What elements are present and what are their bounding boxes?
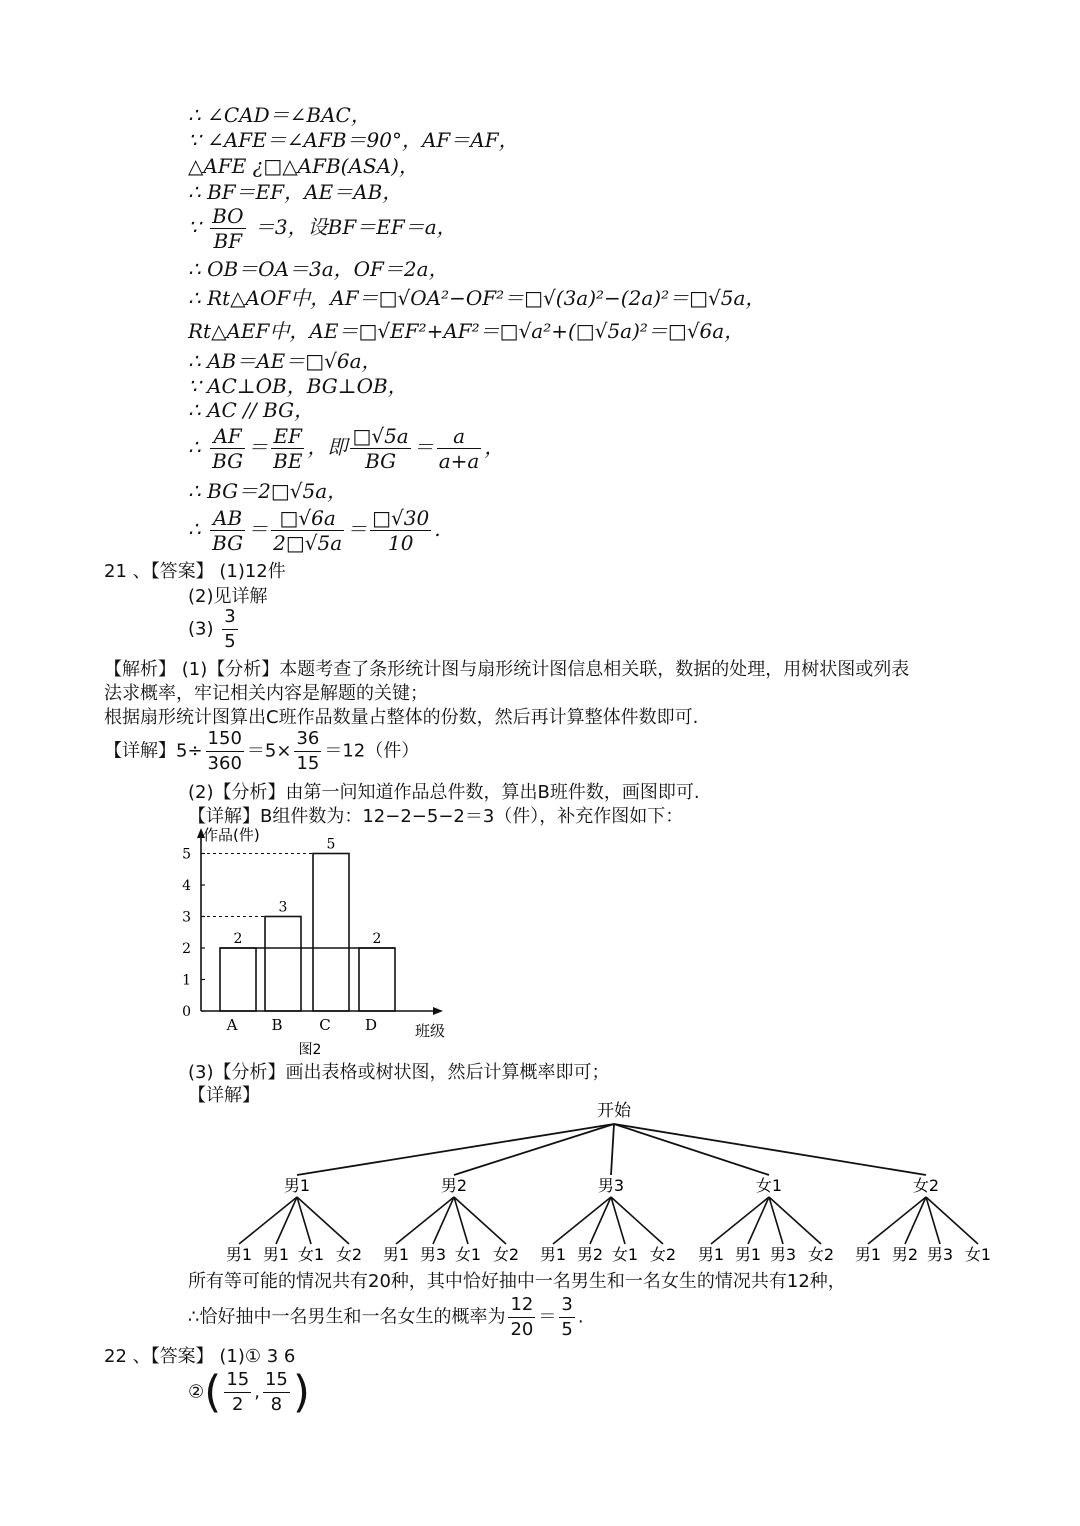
bar-value-label: 2 (372, 931, 382, 947)
tree-leaf: 男1 (382, 1245, 410, 1264)
frac-den: 5 (224, 631, 236, 652)
proof-line-9: ∴ AB＝AE＝□√6a， (188, 349, 382, 373)
bar-A (220, 948, 256, 1011)
fraction-a-2a (437, 424, 482, 473)
tree-branch (905, 1197, 926, 1244)
x-axis-label: 班级 (415, 1022, 446, 1040)
q21-answer-3 (188, 605, 241, 654)
tree-node-level1: 男3 (597, 1176, 625, 1195)
tree-leaf: 男1 (262, 1245, 290, 1264)
proof-line-7: ∴ Rt△AOF中，AF＝□√OA²−OF²＝□√(3a)²−(2a)²＝□√5a， (188, 286, 766, 310)
tree-leaf: 男3 (419, 1245, 447, 1264)
frac-den: 2□√5a (273, 531, 343, 555)
frac-num: AF (210, 424, 245, 449)
y-tick-label: 3 (182, 909, 191, 926)
frac-num: 15 (263, 1368, 290, 1393)
frac-num: 3 (222, 605, 237, 630)
x-tick-label: C (319, 1016, 331, 1034)
proof-line-1: ∴ ∠CAD＝∠BAC， (188, 103, 371, 127)
right-paren: ) (292, 1366, 311, 1418)
y-tick-label: 0 (182, 1004, 191, 1020)
q21-part2-detail: 【详解】B组件数为：12−2−5−2＝3（件），补充作图如下： (188, 806, 684, 827)
proof-line-10: ∵ AC⊥OB，BG⊥OB， (188, 374, 408, 398)
proof-line-4: ∴ BF＝EF，AE＝AB， (188, 180, 403, 204)
q21-part3-detail: 【详解】 (188, 1085, 260, 1106)
frac-num: □√30 (372, 506, 430, 530)
y-axis-label: 作品(件) (203, 826, 260, 844)
tree-leaf: 男2 (891, 1245, 919, 1264)
equals: ＝ (248, 517, 269, 541)
tree-node-level1: 女2 (912, 1176, 940, 1195)
tree-leaf: 男1 (734, 1245, 762, 1264)
proof-text: ， (484, 435, 505, 459)
tree-leaf: 女2 (492, 1245, 520, 1264)
fraction-15-2 (224, 1368, 251, 1417)
x-tick-label: A (226, 1016, 238, 1034)
fraction-root5a-bg (350, 424, 410, 473)
proof-text: . (434, 517, 441, 541)
q21-answer-2: (2)见详解 (188, 586, 268, 607)
proof-line-11: ∴ AC // BG， (188, 398, 315, 422)
frac-num: □√5a (352, 424, 409, 448)
q21-result-line-2 (188, 1293, 584, 1342)
figure-caption: 图2 (298, 1042, 322, 1058)
bar-C (313, 854, 349, 1012)
tree-leaf: 男3 (926, 1245, 954, 1264)
x-axis-arrow (433, 1007, 443, 1015)
bar-value-label: 3 (278, 899, 288, 916)
tree-node-level1: 男1 (283, 1176, 311, 1195)
q21-analysis-line-3: 根据扇形统计图算出C班作品数量占整体的份数，然后再计算整体件数即可. (104, 707, 699, 728)
fraction-12-20 (508, 1293, 535, 1342)
frac-den: BG (365, 449, 397, 473)
bar-value-label: 2 (233, 931, 243, 947)
therefore-symbol: ∴ (188, 517, 201, 541)
tree-leaf: 女2 (807, 1245, 835, 1264)
bar-D (359, 948, 395, 1011)
fraction-ab-bg (210, 506, 245, 555)
fraction-15-8 (263, 1368, 290, 1417)
tree-branch (590, 1197, 611, 1244)
frac-den: BE (273, 449, 303, 473)
tree-leaf: 女1 (454, 1245, 482, 1264)
tree-branch (553, 1197, 611, 1244)
proof-line-13: ∴ BG＝2□√5a， (188, 479, 348, 503)
tree-branch (711, 1197, 769, 1244)
tree-branch (297, 1124, 614, 1175)
circled-2: ② (188, 1381, 205, 1403)
proof-text: ，即 (307, 435, 348, 459)
equals: ＝ (413, 435, 434, 459)
fraction-150-360 (206, 727, 244, 776)
proof-line-14 (188, 506, 441, 555)
tree-leaf: 男1 (539, 1245, 567, 1264)
frac-num: BO (212, 204, 244, 228)
tree-leaf: 男1 (225, 1245, 253, 1264)
frac-den: BF (213, 229, 243, 253)
tree-leaf: 女2 (335, 1245, 363, 1264)
equals: ＝ (248, 435, 269, 459)
proof-line-6: ∴ OB＝OA＝3a，OF＝2a， (188, 257, 449, 281)
bar-value-label: 5 (326, 836, 336, 853)
fraction-36-15 (294, 727, 321, 776)
proof-line-2: ∵ ∠AFE＝∠AFB＝90°，AF＝AF， (188, 128, 519, 152)
frac-num: 36 (294, 727, 321, 752)
q21-part3-analysis: (3)【分析】画出表格或树状图，然后计算概率即可； (188, 1062, 610, 1083)
q21-detail-calc (104, 727, 419, 776)
calc-text: ＝12（件） (324, 740, 420, 762)
tree-leaf: 男3 (769, 1245, 797, 1264)
fraction-root30-10 (370, 506, 431, 555)
frac-den: 8 (270, 1394, 283, 1415)
proof-line-5 (188, 204, 457, 253)
q21-part2-analysis: (2)【分析】由第一问知道作品总件数，算出B班件数，画图即可. (188, 782, 700, 803)
therefore-symbol: ∵ (188, 215, 201, 239)
q22-answer-2 (188, 1368, 310, 1417)
frac-den: 2 (232, 1394, 244, 1415)
tree-branch (396, 1197, 454, 1244)
y-tick-label: 2 (182, 941, 191, 957)
frac-num: a (437, 424, 482, 449)
frac-den: 10 (387, 531, 414, 555)
tree-leaf: 男1 (697, 1245, 725, 1264)
proof-text: ＝3，设BF＝EF＝a， (254, 215, 457, 239)
y-tick-label: 4 (182, 878, 191, 894)
frac-num: 15 (224, 1368, 251, 1393)
frac-num: □√6a (271, 506, 344, 531)
detail-label: 【详解】5÷ (104, 740, 203, 762)
comma: , (254, 1381, 260, 1403)
result-text: ∴恰好抽中一名男生和一名女生的概率为 (188, 1306, 506, 1328)
frac-den: BG (212, 449, 244, 473)
tree-branch (611, 1124, 614, 1175)
tree-branch (454, 1124, 614, 1175)
tree-node-level1: 男2 (440, 1176, 468, 1195)
fraction-root6a (271, 506, 344, 555)
q21-result-line-1: 所有等可能的情况共有20种，其中恰好抽中一名男生和一名女生的情况共有12种， (188, 1271, 846, 1292)
frac-den: 15 (296, 753, 320, 774)
tree-branch (239, 1197, 297, 1244)
fraction-bo-bf (210, 204, 245, 253)
q22-answer-heading: 22 、【答案】 (1)① 3 6 (104, 1346, 296, 1367)
result-text: . (577, 1306, 584, 1328)
frac-num: 3 (559, 1293, 574, 1318)
equals: ＝ (538, 1306, 557, 1328)
q21-answer-heading: 21 、【答案】 (1)12件 (104, 561, 286, 582)
tree-branch (276, 1197, 297, 1244)
tree-leaf: 女2 (649, 1245, 677, 1264)
frac-num: EF (271, 424, 304, 449)
tree-branch (614, 1124, 926, 1175)
proof-line-8: Rt△AEF中，AE＝□√EF²+AF²＝□√a²+(□√5a)²＝□√6a， (188, 319, 745, 343)
frac-num: AB (210, 506, 245, 531)
tree-leaf: 女1 (964, 1245, 992, 1264)
tree-branch (868, 1197, 926, 1244)
calc-text: ＝5× (246, 740, 292, 762)
left-paren: ( (204, 1366, 222, 1418)
fraction-3-5 (222, 605, 237, 654)
tree-root: 开始 (597, 1101, 631, 1121)
fraction-3-5-result (559, 1293, 574, 1342)
fraction-af-bg (210, 424, 245, 473)
therefore-symbol: ∴ (188, 435, 201, 459)
proof-line-3: △AFE ¿□△AFB(ASA)， (188, 154, 419, 178)
frac-den: BG (212, 531, 244, 555)
fraction-ef-be (271, 424, 304, 473)
frac-den: 360 (207, 753, 242, 774)
tree-branch (614, 1124, 769, 1175)
frac-num: 150 (206, 727, 244, 752)
y-tick-label: 1 (182, 972, 191, 989)
tree-leaf: 女1 (611, 1245, 639, 1264)
equals: ＝ (347, 517, 368, 541)
y-tick-label: 5 (182, 846, 191, 863)
x-tick-label: D (364, 1016, 378, 1034)
frac-num: 12 (508, 1293, 535, 1318)
tree-leaf: 女1 (297, 1245, 325, 1264)
tree-leaf: 男1 (854, 1245, 882, 1264)
x-tick-label: B (271, 1016, 283, 1034)
q21-analysis-line-1: 【解析】 (1)【分析】本题考查了条形统计图与扇形统计图信息相关联，数据的处理，用树状图或列表 (104, 659, 910, 680)
tree-node-level1: 女1 (755, 1176, 783, 1195)
tree-branch (748, 1197, 769, 1244)
bar-chart (175, 824, 475, 1064)
tree-branch (433, 1197, 454, 1244)
tree-leaf: 男2 (576, 1245, 604, 1264)
proof-line-12 (188, 424, 504, 473)
q21-analysis-line-2: 法求概率，牢记相关内容是解题的关键； (104, 683, 428, 704)
tree-diagram (0, 1098, 1080, 1270)
frac-den: 20 (510, 1319, 534, 1340)
answer-label: (3) (188, 618, 214, 640)
frac-den: 5 (561, 1319, 573, 1340)
bar-B (265, 917, 301, 1012)
frac-den: a+a (438, 449, 480, 473)
